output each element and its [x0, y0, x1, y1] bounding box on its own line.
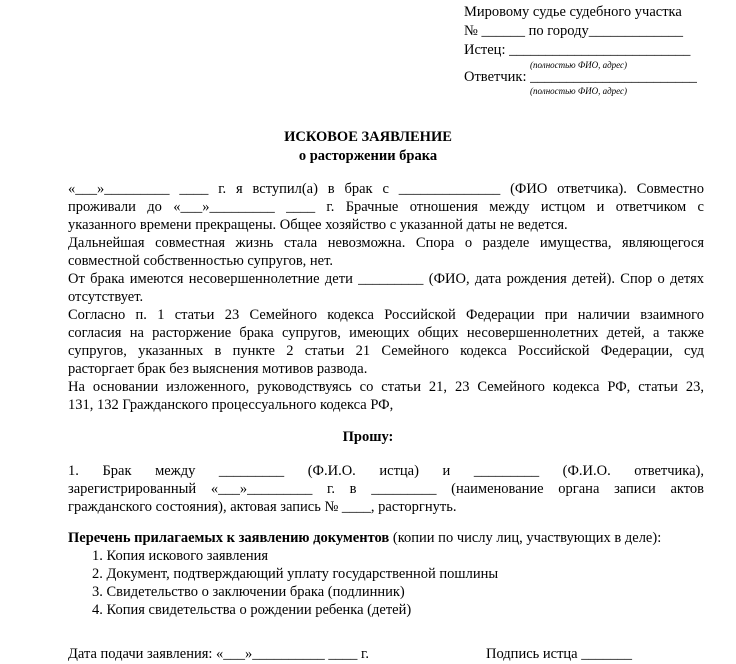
body-line-8: Согласно п. 1 статьи 23 Семейного кодекса Российской Федерации при наличии взаимного [68, 307, 704, 323]
body-line-7: отсутствует. [68, 289, 144, 305]
attachments-heading-rest: (копии по числу лиц, участвующих в деле): [389, 530, 662, 546]
request-line-2: зарегистрированный «___»_________ г. в _________ (наименование органа записи актов [68, 481, 704, 497]
header-court-line: Мировому судье судебного участка [464, 4, 682, 20]
header-plaintiff-note: (полностью ФИО, адрес) [530, 60, 628, 70]
request-heading: Прошу: [342, 429, 394, 445]
request-line-3: гражданского состояния), актовая запись № ____, расторгнуть. [68, 499, 457, 515]
attachment-item-3: 3. Свидетельство о заключении брака (подлинник) [92, 584, 405, 600]
body-line-4: Дальнейшая совместная жизнь стала невозможна. Спора о разделе имущества, являющегося [68, 235, 704, 251]
request-line-1: 1. Брак между _________ (Ф.И.О. истца) и _________ (Ф.И.О. ответчика), [68, 463, 704, 479]
attachment-item-1: 1. Копия искового заявления [92, 548, 269, 564]
document-title: ИСКОВОЕ ЗАЯВЛЕНИЕ [284, 129, 452, 145]
body-line-6: От брака имеются несовершеннолетние дети _________ (ФИО, дата рождения детей). Спор о детях [68, 271, 704, 287]
body-line-5: совместной собственностью супругов, нет. [68, 253, 333, 269]
header-defendant-note: (полностью ФИО, адрес) [530, 86, 628, 96]
footer-signature-line: Подпись истца _______ [486, 646, 632, 662]
body-line-3: указанного времени прекращены. Общее хозяйство с указанной даты не ведется. [68, 217, 568, 233]
body-line-10: супругов, указанных в пункте 2 статьи 21 Семейного кодекса Российской Федерации, суд [68, 343, 704, 359]
header-defendant-line: Ответчик: _______________________ [464, 69, 697, 85]
attachment-item-4: 4. Копия свидетельства о рождении ребенка (детей) [92, 602, 412, 618]
footer-date-line: Дата подачи заявления: «___»__________ ____ г. [68, 646, 369, 662]
attachments-heading-bold: Перечень прилагаемых к заявлению документов [68, 530, 390, 546]
body-line-2: проживали до «___»_________ ____ г. Брачные отношения между истцом и ответчиком с [68, 199, 704, 215]
header-plaintiff-line: Истец: _________________________ [464, 42, 691, 58]
attachments-heading [68, 530, 704, 547]
body-line-12: На основании изложенного, руководствуясь со статьи 21, 23 Семейного кодекса РФ, статьи 23, [68, 379, 704, 395]
attachment-item-2: 2. Документ, подтверждающий уплату государственной пошлины [92, 566, 499, 582]
body-line-13: 131, 132 Гражданского процессуального кодекса РФ, [68, 397, 394, 413]
body-line-9: согласия на расторжение брака супругов, имеющих общих несовершеннолетних детей, а также [68, 325, 704, 341]
body-line-11: расторгает брак без выяснения мотивов развода. [68, 361, 368, 377]
document-subtitle: о расторжении брака [298, 148, 438, 164]
header-district-line: № ______ по городу_____________ [464, 23, 684, 39]
body-line-1: «___»_________ ____ г. я вступил(а) в брак с ______________ (ФИО ответчика). Совместно [68, 181, 704, 197]
